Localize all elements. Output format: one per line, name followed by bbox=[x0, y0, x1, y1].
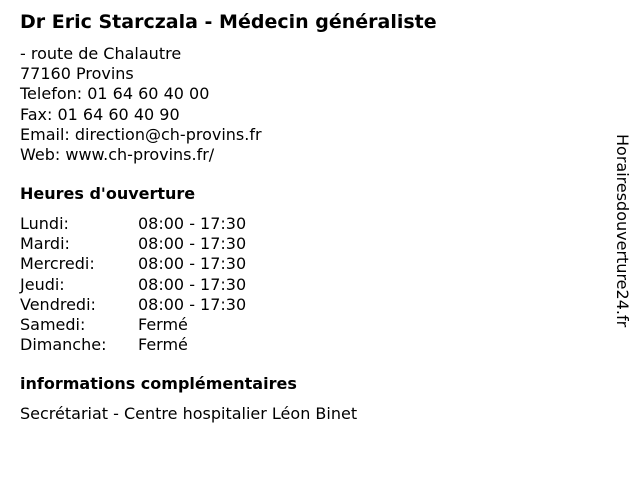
hours-time: Fermé bbox=[138, 335, 188, 355]
hours-time: 08:00 - 17:30 bbox=[138, 214, 247, 233]
hours-day: Jeudi: bbox=[20, 274, 65, 294]
hours-time: Fermé bbox=[138, 314, 188, 334]
hours-time: 08:00 - 17:30 bbox=[138, 294, 247, 314]
email-address: Email: direction@ch-provins.fr bbox=[20, 124, 262, 144]
hours-day: Dimanche: bbox=[20, 335, 107, 355]
hours-day: Mercredi: bbox=[20, 254, 95, 274]
hours-row-wednesday bbox=[20, 254, 320, 274]
website-url: Web: www.ch-provins.fr/ bbox=[20, 144, 215, 164]
address-street: - route de Chalautre bbox=[20, 44, 182, 63]
address-city: 77160 Provins bbox=[20, 64, 134, 84]
site-watermark: Horairesdouverture24.fr bbox=[613, 134, 632, 328]
hours-time: 08:00 - 17:30 bbox=[138, 274, 247, 294]
additional-info-text: Secrétariat - Centre hospitalier Léon Binet bbox=[20, 404, 358, 423]
contact-block bbox=[20, 44, 262, 165]
hours-row-tuesday bbox=[20, 234, 320, 254]
hours-day: Mardi: bbox=[20, 234, 70, 254]
additional-info-heading: informations complémentaires bbox=[20, 374, 297, 393]
opening-hours-heading: Heures d'ouverture bbox=[20, 184, 196, 203]
fax-number: Fax: 01 64 60 40 90 bbox=[20, 104, 180, 124]
hours-time: 08:00 - 17:30 bbox=[138, 254, 247, 274]
phone-number: Telefon: 01 64 60 40 00 bbox=[20, 84, 210, 104]
page-title: Dr Eric Starczala - Médecin généraliste bbox=[20, 11, 437, 33]
hours-day: Lundi: bbox=[20, 214, 69, 233]
hours-row-thursday bbox=[20, 275, 320, 295]
hours-time: 08:00 - 17:30 bbox=[138, 234, 247, 254]
hours-row-monday bbox=[20, 214, 320, 234]
hours-row-sunday bbox=[20, 335, 320, 355]
hours-row-saturday bbox=[20, 315, 320, 335]
hours-row-friday bbox=[20, 295, 320, 315]
opening-hours-list bbox=[20, 214, 320, 355]
hours-day: Vendredi: bbox=[20, 294, 96, 314]
hours-day: Samedi: bbox=[20, 314, 86, 334]
